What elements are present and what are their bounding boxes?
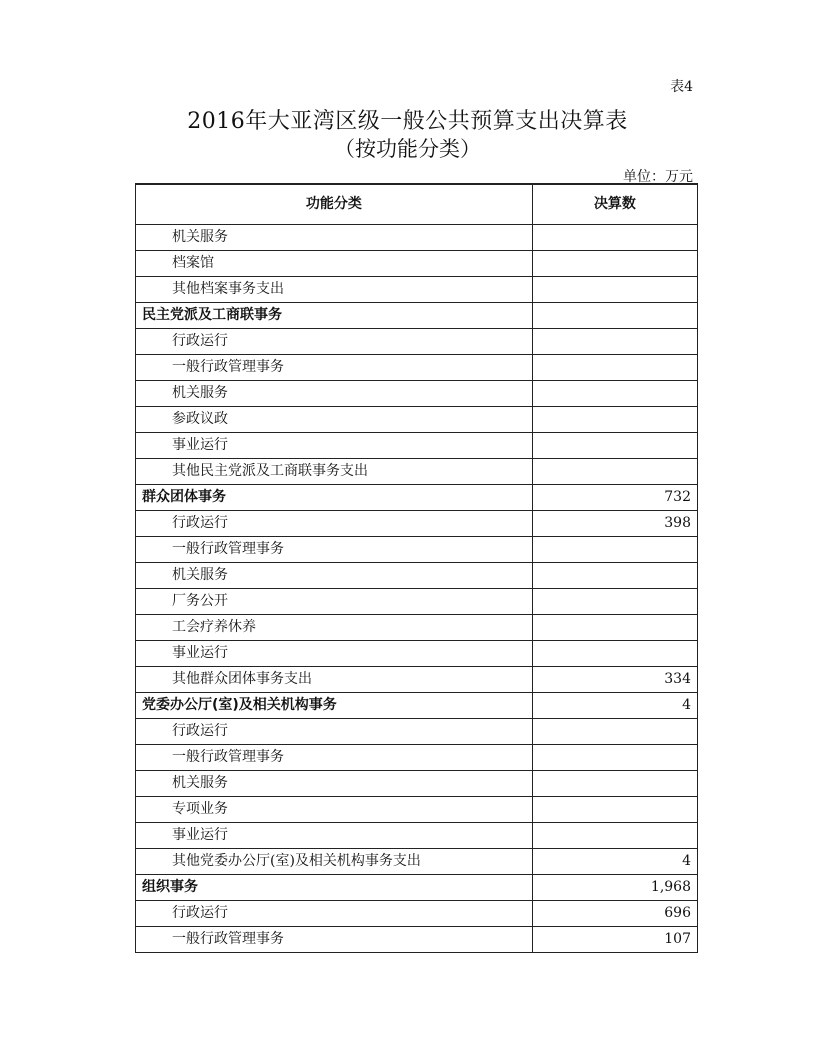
category-name: 民主党派及工商联事务 [136, 303, 533, 329]
table-row [136, 381, 698, 407]
table-row [136, 641, 698, 667]
amount-cell [532, 225, 697, 251]
subcategory-name: 事业运行 [136, 641, 533, 667]
table-row [136, 485, 698, 511]
amount-cell [532, 433, 697, 459]
subcategory-name: 档案馆 [136, 251, 533, 277]
subcategory-name: 其他党委办公厅(室)及相关机构事务支出 [136, 849, 533, 875]
amount-cell [532, 277, 697, 303]
amount-cell [532, 745, 697, 771]
table-row [136, 225, 698, 251]
amount-cell [532, 537, 697, 563]
table-header-row [136, 184, 698, 225]
table-row [136, 745, 698, 771]
category-name: 群众团体事务 [136, 485, 533, 511]
category-name: 组织事务 [136, 875, 533, 901]
table-row [136, 329, 698, 355]
subcategory-name: 其他档案事务支出 [136, 277, 533, 303]
table-row [136, 511, 698, 537]
table-row [136, 823, 698, 849]
subcategory-name: 专项业务 [136, 797, 533, 823]
subcategory-name: 工会疗养休养 [136, 615, 533, 641]
subcategory-name: 一般行政管理事务 [136, 355, 533, 381]
amount-cell [532, 823, 697, 849]
category-name: 党委办公厅(室)及相关机构事务 [136, 693, 533, 719]
amount-cell [532, 407, 697, 433]
subcategory-name: 一般行政管理事务 [136, 927, 533, 953]
amount-cell: 398 [532, 511, 697, 537]
amount-cell [532, 641, 697, 667]
table-row [136, 537, 698, 563]
subcategory-name: 行政运行 [136, 511, 533, 537]
amount-cell [532, 329, 697, 355]
subcategory-name: 厂务公开 [136, 589, 533, 615]
amount-cell [532, 303, 697, 329]
subcategory-name: 机关服务 [136, 771, 533, 797]
table-row [136, 667, 698, 693]
table-row [136, 589, 698, 615]
table-row [136, 719, 698, 745]
table-row [136, 849, 698, 875]
table-row [136, 303, 698, 329]
unit-label: 单位：万元 [623, 169, 693, 185]
table-row [136, 693, 698, 719]
amount-cell [532, 797, 697, 823]
amount-cell: 4 [532, 693, 697, 719]
subcategory-name: 机关服务 [136, 225, 533, 251]
table-row [136, 433, 698, 459]
subcategory-name: 行政运行 [136, 901, 533, 927]
amount-cell [532, 771, 697, 797]
table-row [136, 901, 698, 927]
column-header-category: 功能分类 [136, 184, 533, 225]
amount-cell [532, 251, 697, 277]
table-row [136, 797, 698, 823]
amount-cell [532, 459, 697, 485]
column-header-amount: 决算数 [532, 184, 697, 225]
subcategory-name: 行政运行 [136, 719, 533, 745]
subcategory-name: 机关服务 [136, 381, 533, 407]
page-subtitle: （按功能分类） [334, 137, 481, 161]
table-row [136, 277, 698, 303]
subcategory-name: 参政议政 [136, 407, 533, 433]
amount-cell [532, 615, 697, 641]
subcategory-name: 机关服务 [136, 563, 533, 589]
subcategory-name: 事业运行 [136, 433, 533, 459]
amount-cell: 4 [532, 849, 697, 875]
table-row [136, 355, 698, 381]
amount-cell: 696 [532, 901, 697, 927]
amount-cell [532, 381, 697, 407]
subcategory-name: 一般行政管理事务 [136, 745, 533, 771]
subcategory-name: 一般行政管理事务 [136, 537, 533, 563]
table-row [136, 927, 698, 953]
amount-cell [532, 355, 697, 381]
table-row [136, 563, 698, 589]
subcategory-name: 事业运行 [136, 823, 533, 849]
page-title: 2016年大亚湾区级一般公共预算支出决算表 [187, 109, 628, 134]
table-row [136, 615, 698, 641]
amount-cell: 1,968 [532, 875, 697, 901]
amount-cell [532, 719, 697, 745]
table-row [136, 407, 698, 433]
table-row [136, 459, 698, 485]
table-row [136, 771, 698, 797]
subcategory-name: 行政运行 [136, 329, 533, 355]
table-number: 表4 [670, 79, 693, 95]
table-row [136, 251, 698, 277]
subcategory-name: 其他群众团体事务支出 [136, 667, 533, 693]
budget-table [135, 183, 698, 953]
amount-cell: 334 [532, 667, 697, 693]
amount-cell: 107 [532, 927, 697, 953]
table-row [136, 875, 698, 901]
subcategory-name: 其他民主党派及工商联事务支出 [136, 459, 533, 485]
amount-cell [532, 563, 697, 589]
amount-cell: 732 [532, 485, 697, 511]
amount-cell [532, 589, 697, 615]
